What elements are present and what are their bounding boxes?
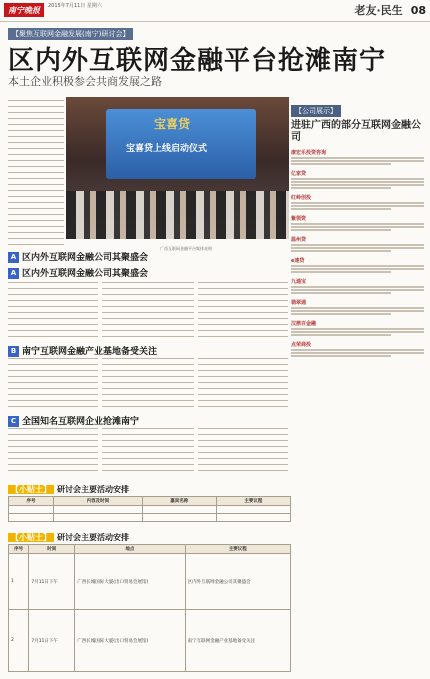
company-name: 红岭创投 xyxy=(291,195,312,201)
sidebar-tag: 【公司展示】 xyxy=(291,105,341,117)
table-row xyxy=(9,506,291,514)
tips-title-text: 研讨会主要活动安排 xyxy=(57,485,129,494)
table-cell: 2 xyxy=(9,610,29,672)
body-text-column xyxy=(8,358,98,410)
company-entry xyxy=(291,278,424,294)
company-entry xyxy=(291,215,424,231)
table-cell: 广西长城国际大厦(出口贸易会展馆) xyxy=(75,554,185,610)
table-header: 序号 xyxy=(9,497,54,506)
company-name: 点荣商投 xyxy=(291,342,312,348)
company-name: 汉鼎百金融 xyxy=(291,321,317,327)
section-heading xyxy=(8,344,157,357)
table-header-row xyxy=(9,497,291,506)
company-entry xyxy=(291,320,424,336)
company-sidebar xyxy=(291,98,424,673)
table-cell: 7月11日下午 xyxy=(29,554,75,610)
company-entry xyxy=(291,149,424,165)
table-cell: 区内外互联网金融公司其聚盛会 xyxy=(185,554,290,610)
table-row xyxy=(9,554,291,610)
table-header: 时间 xyxy=(29,545,75,554)
table-cell: 7月11日下午 xyxy=(29,610,75,672)
table-header: 主要议程 xyxy=(216,497,290,506)
section-label: A xyxy=(8,252,19,263)
section-title-text: 区内外互联网金融公司其聚盛会 xyxy=(22,269,149,279)
section-label: C xyxy=(8,416,19,427)
table-header-row xyxy=(9,545,291,554)
table-header: 序号 xyxy=(9,545,29,554)
schedule-table-1 xyxy=(8,496,291,522)
tips-title xyxy=(8,484,129,495)
table-header: 地点 xyxy=(75,545,185,554)
body-text-column xyxy=(8,100,64,250)
section-heading xyxy=(8,414,139,427)
company-name: 紫领资 xyxy=(291,216,307,222)
page-number: 08 xyxy=(410,4,426,17)
body-text-column xyxy=(102,282,194,340)
stage-brand: 宝喜贷 xyxy=(154,117,191,131)
tips-label: 【小贴士】 xyxy=(8,533,54,542)
company-entry xyxy=(291,257,424,273)
company-entry xyxy=(291,341,424,357)
section-title-text: 南宁互联网金融产业基地备受关注 xyxy=(22,347,158,357)
masthead xyxy=(0,0,430,22)
headline: 区内外互联网金融平台抢滩南宁 xyxy=(8,46,387,76)
table-row xyxy=(9,610,291,672)
stage-backdrop xyxy=(106,109,256,179)
body-text-column xyxy=(198,358,288,410)
company-entry xyxy=(291,299,424,315)
section-heading xyxy=(8,266,148,279)
topic-tag: 【聚焦互联网金融发展(南宁)研讨会】 xyxy=(8,28,133,40)
photo-caption: 广西互联网金融平台集体亮相 xyxy=(160,246,212,251)
table-row xyxy=(9,514,291,522)
body-text-column xyxy=(102,358,194,410)
body-text-column xyxy=(198,428,288,474)
schedule-table-2 xyxy=(8,544,291,672)
section-label: A xyxy=(8,268,19,279)
body-text-column xyxy=(102,428,194,474)
tips-label: 【小贴士】 xyxy=(8,485,54,494)
event-photo xyxy=(66,97,289,239)
company-name: e速贷 xyxy=(291,258,305,264)
company-entry xyxy=(291,194,424,210)
company-entry xyxy=(291,236,424,252)
subhead: 本土企业积极参会共商发展之路 xyxy=(8,75,162,88)
attendees-row xyxy=(66,191,289,239)
section-label: B xyxy=(8,346,19,357)
section-heading xyxy=(8,250,148,263)
table-cell: 广西长城国际大厦(出口贸易会展馆) xyxy=(75,610,185,672)
table-header: 主要议程 xyxy=(185,545,290,554)
company-name: 康宏乐投资咨询 xyxy=(291,150,327,156)
company-name: 九通宝 xyxy=(291,279,307,285)
tips-title-text: 研讨会主要活动安排 xyxy=(57,533,129,542)
company-entry xyxy=(291,170,424,189)
company-name: 翡翠通 xyxy=(291,300,307,306)
section-name: 老友·民生 xyxy=(354,4,403,17)
newspaper-logo: 南宁晚报 xyxy=(4,3,44,17)
sidebar-title: 进驻广西的部分互联网金融公司 xyxy=(291,120,421,143)
company-name: 亿家贷 xyxy=(291,171,307,177)
table-header: 内容及时间 xyxy=(54,497,143,506)
table-cell: 1 xyxy=(9,554,29,610)
company-name: 温州贷 xyxy=(291,237,307,243)
table-cell: 南宁互联网金融产业基地备受关注 xyxy=(185,610,290,672)
stage-title: 宝喜贷上线启动仪式 xyxy=(126,144,208,154)
table-header: 嘉宾名称 xyxy=(142,497,216,506)
section-title-text: 区内外互联网金融公司其聚盛会 xyxy=(22,253,149,263)
body-text-column xyxy=(8,282,98,340)
section-title-text: 全国知名互联网企业抢滩南宁 xyxy=(22,417,140,427)
body-text-column xyxy=(8,428,98,474)
body-text-column xyxy=(198,282,288,340)
section-title xyxy=(355,2,427,18)
issue-date: 2015年7月11日 星期六 xyxy=(48,3,102,9)
tips-title xyxy=(8,532,129,543)
